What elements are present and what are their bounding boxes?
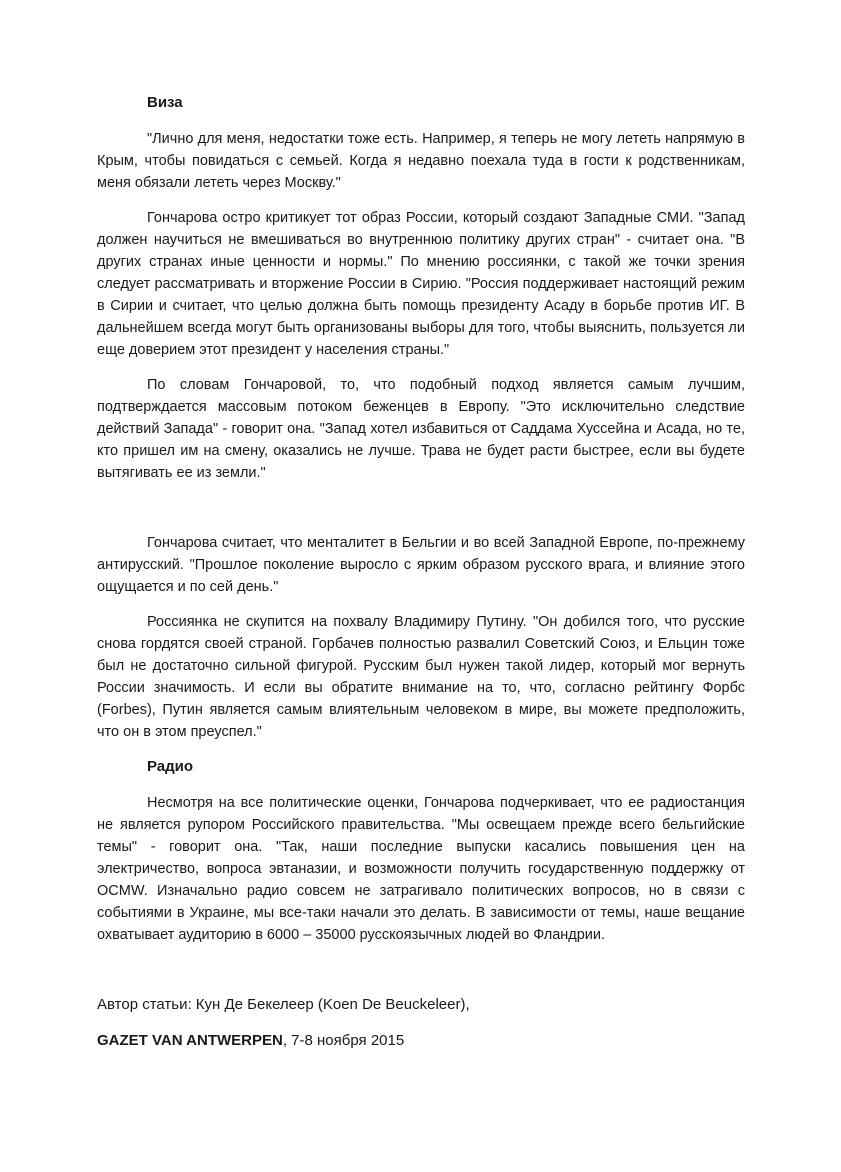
paragraph-refugees: По словам Гончаровой, то, что подобный подход является самым лучшим, подтверждается массовым потоком беженцев в Европу. "Это исключительно следствие действий Запада" - говорит она. "Запад хотел избавиться от Саддама Хуссейна и Асада, но те, кто пришел им на смену, оказались не лучше. Трава не будет расти быстрее, если вы будете вытягивать ее из земли." bbox=[97, 377, 745, 481]
blank-line bbox=[97, 497, 745, 532]
paragraph-putin-praise: Россиянка не скупится на похвалу Владимиру Путину. "Он добился того, что русские снова гордятся своей страной. Горбачев полностью развалил Советский Союз, и Ельцин тоже был не достаточно сильной фигурой. Русским был нужен такой лидер, который мог вернуть России значимость. И если вы обратите внимание на то, что, согласно рейтингу Форбс (Forbes), Путин является самым влиятельным человеком в мире, вы можете предположить, что он в этом преуспел." bbox=[97, 614, 745, 740]
source-date: , 7-8 ноября 2015 bbox=[282, 1032, 405, 1049]
section-heading-radio: Радио bbox=[147, 758, 194, 775]
section-heading-visa: Виза bbox=[147, 94, 183, 111]
paragraph-western-media: Гончарова остро критикует тот образ России, который создают Западные СМИ. "Запад должен научиться не вмешиваться во внутреннюю политику других стран" - считает она. "В других странах иные ценности и нормы." По мнению россиянки, с такой же точки зрения следует рассматривать и вторжение России в Сирию. "Россия поддерживает настоящий режим в Сирии и считает, что целью должна быть помощь президенту Асаду в борьбе против ИГ. В дальнейшем всегда могут быть организованы выборы для того, чтобы выяснить, пользуется ли еще доверием этот президент у населения страны." bbox=[97, 210, 745, 358]
blank-line bbox=[97, 959, 745, 994]
paragraph-visa-drawbacks: "Лично для меня, недостатки тоже есть. Например, я теперь не могу лететь напрямую в Крым, чтобы повидаться с семьей. Когда я недавно поехала туда в гости к родственникам, меня обязали лететь через Москву." bbox=[97, 131, 745, 191]
paragraph-radio-station: Несмотря на все политические оценки, Гончарова подчеркивает, что ее радиостанция не является рупором Российского правительства. "Мы освещаем прежде всего бельгийские темы" - говорит она. "Так, наши последние выпуски касались повышения цен на электричество, вопроса эвтаназии, и возможности получить государственную поддержку от OCMW. Изначально радио совсем не затрагивало политических вопросов, но в связи с событиями в Украине, мы все-таки начали это делать. В зависимости от темы, наше вещание охватывает аудиторию в 6000 – 35000 русскоязычных людей во Фландрии. bbox=[97, 795, 745, 943]
source-line bbox=[97, 1030, 745, 1052]
source-publication-name: GAZET VAN ANTWERPEN bbox=[97, 1032, 283, 1049]
author-line: Автор статьи: Кун Де Бекелеер (Koen De Beuckeleer), bbox=[97, 996, 470, 1013]
paragraph-mentality: Гончарова считает, что менталитет в Бельгии и во всей Западной Европе, по-прежнему антирусский. "Прошлое поколение выросло с ярким образом русского врага, и влияние этого ощущается и по сей день." bbox=[97, 535, 745, 595]
